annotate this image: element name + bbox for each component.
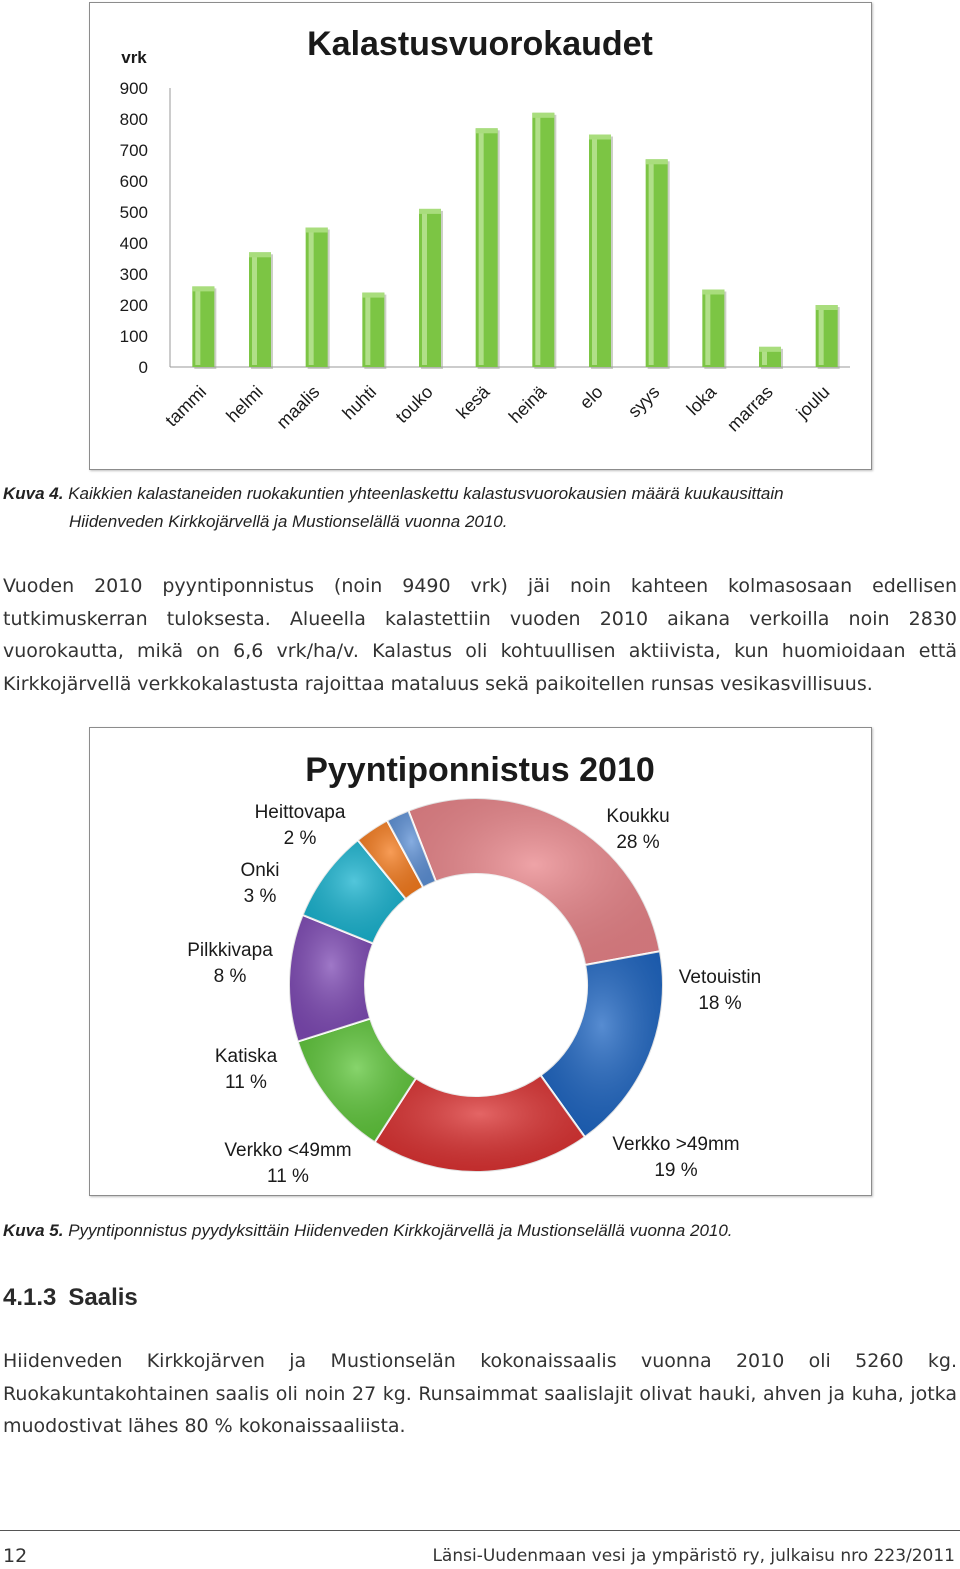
x-tick-label: elo <box>575 381 607 413</box>
bars <box>192 113 839 369</box>
body-paragraph-1: Vuoden 2010 pyyntiponnistus (noin 9490 vrk) jäi noin kahteen kolmasosaan edellisen tutkimuskerran tuloksesta. Alueella kalastettiin vuoden 2010 aikana verkoilla noin 2830 vuorokautta, mikä on 6,6 vrk/ha/v. Kalastus oli kohtuullisen aktiivista, kun huomioidaan että Kirkkojärvellä verkkokalastusta rajoittaa mataluus sekä paikoitellen runsas vesikasvillisuus. <box>3 575 957 695</box>
section-number: 4.1.3 <box>3 1284 57 1311</box>
x-tick-label: tammi <box>161 381 211 431</box>
x-tick-label: kesä <box>452 381 494 423</box>
slice-label <box>215 1046 278 1093</box>
x-tick-label: marras <box>723 381 777 436</box>
slice-percent: 8 % <box>213 966 247 987</box>
y-tick-label: 700 <box>119 141 148 160</box>
bar-joulu <box>816 305 840 369</box>
slice-name: Heittovapa <box>254 802 346 823</box>
slice-percent: 11 % <box>225 1072 267 1093</box>
slice-name: Verkko <49mm <box>224 1140 352 1161</box>
bar-helmi <box>249 252 273 369</box>
slice-name: Katiska <box>214 1046 278 1067</box>
bar-syys <box>646 159 670 369</box>
y-tick-label: 800 <box>119 110 148 129</box>
y-tick-label: 300 <box>119 265 148 284</box>
slice-name: Vetouistin <box>678 967 762 988</box>
y-tick-label: 900 <box>119 79 148 98</box>
x-tick-label: maalis <box>272 381 324 433</box>
footer-publication: Länsi-Uudenmaan vesi ja ympäristö ry, julkaisu nro 223/2011 <box>432 1546 955 1566</box>
slice-percent: 11 % <box>267 1166 309 1187</box>
bar-chart-ylabel: vrk <box>121 48 147 67</box>
bar-tammi <box>192 286 216 369</box>
y-tick-label: 0 <box>138 358 148 377</box>
bar-kesä <box>476 128 500 369</box>
donut-slices <box>289 798 663 1172</box>
bar-touko <box>419 209 443 369</box>
figure-caption-4-line2: Hiidenveden Kirkkojärvellä ja Mustionselällä vuonna 2010. <box>69 512 508 531</box>
body-paragraph-2: Hiidenveden Kirkkojärven ja Mustionselän kokonaissaalis vuonna 2010 oli 5260 kg. Ruokakuntakohtainen saalis oli noin 27 kg. Runsaimmat saalislajit olivat hauki, ahven ja kuha, jotka muodostivat lähes 80 % kokonaissaaliista. <box>3 1350 957 1437</box>
bar-loka <box>702 290 726 370</box>
x-ticks <box>161 381 833 435</box>
slice-label <box>187 940 273 987</box>
y-ticks <box>120 79 148 377</box>
bar-chart-title: Kalastusvuorokaudet <box>307 25 653 63</box>
figure-caption-4 <box>3 484 784 504</box>
slice-label <box>679 967 761 1014</box>
slice-percent: 18 % <box>698 993 742 1014</box>
x-tick-label: joulu <box>792 381 834 423</box>
slice-label <box>255 802 346 849</box>
x-tick-label: helmi <box>222 381 267 427</box>
x-tick-label: touko <box>391 381 437 427</box>
slice-label <box>240 860 279 907</box>
bar-elo <box>589 135 613 370</box>
slice-name: Verkko >49mm <box>612 1134 740 1155</box>
donut-chart-title: Pyyntiponnistus 2010 <box>305 751 655 789</box>
footer-rule <box>0 1530 960 1531</box>
x-tick-label: huhti <box>338 381 381 424</box>
caption-label: Kuva 5. <box>3 1221 64 1240</box>
bar-heinä <box>532 113 556 369</box>
slice-percent: 19 % <box>654 1160 698 1181</box>
y-tick-label: 200 <box>119 296 148 315</box>
bar-chart <box>90 3 871 469</box>
x-tick-label: heinä <box>504 381 551 427</box>
slice-name: Koukku <box>606 806 670 827</box>
y-tick-label: 500 <box>119 203 148 222</box>
section-heading <box>3 1284 138 1312</box>
slice-name: Onki <box>240 860 280 881</box>
bar-chart-box <box>89 2 872 470</box>
slice-percent: 28 % <box>616 832 660 853</box>
bar-marras <box>759 347 783 369</box>
bar-huhti <box>362 293 386 369</box>
x-tick-label: syys <box>623 381 664 422</box>
page-number: 12 <box>3 1545 28 1567</box>
x-tick-label: loka <box>682 381 721 420</box>
y-tick-label: 100 <box>119 327 148 346</box>
donut-chart <box>90 728 871 1195</box>
figure-caption-5 <box>3 1221 733 1241</box>
slice-percent: 3 % <box>243 886 277 907</box>
donut-chart-box <box>89 727 872 1196</box>
slice-name: Pilkkivapa <box>187 940 273 961</box>
caption-text-line1: Kaikkien kalastaneiden ruokakuntien yhteenlaskettu kalastusvuorokausien määrä kuukausittain <box>68 484 784 503</box>
caption-text: Pyyntiponnistus pyydyksittäin Hiidenveden Kirkkojärvellä ja Mustionselällä vuonna 2010. <box>68 1221 733 1240</box>
caption-label: Kuva 4. <box>3 484 64 503</box>
slice-label <box>224 1140 351 1187</box>
y-tick-label: 600 <box>119 172 148 191</box>
section-title: Saalis <box>68 1284 138 1311</box>
slice-label <box>612 1134 739 1181</box>
slice-label <box>606 806 669 853</box>
bar-maalis <box>306 228 330 370</box>
y-tick-label: 400 <box>119 234 148 253</box>
slice-percent: 2 % <box>283 828 317 849</box>
